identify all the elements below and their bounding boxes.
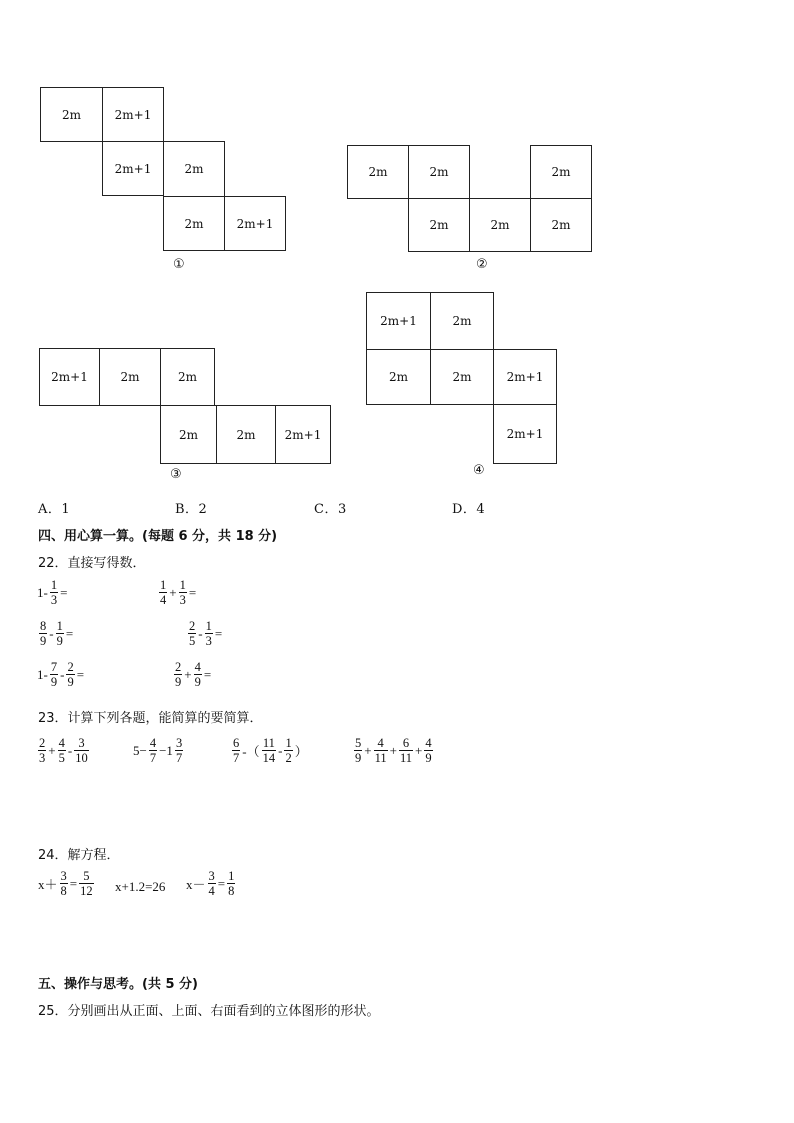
denominator: 3 xyxy=(179,593,186,608)
fraction xyxy=(232,736,240,766)
section-5-title: 五、操作与思考。(共 5 分) xyxy=(38,977,198,992)
expr-text: x+1.2=26 xyxy=(115,879,166,894)
math-expression xyxy=(133,736,185,766)
section-4-title: 四、用心算一算。(每题 6 分，共 18 分) xyxy=(38,529,278,544)
numerator: 3 xyxy=(208,869,215,883)
math-expression xyxy=(186,619,222,649)
net-cell: 2m xyxy=(430,349,494,405)
net-cell: 2m+1 xyxy=(493,404,557,464)
fraction xyxy=(56,619,64,649)
denominator: 4 xyxy=(160,593,167,608)
math-expression xyxy=(172,660,211,690)
fraction xyxy=(58,736,66,766)
fraction xyxy=(66,660,74,690)
net-cell: 2m xyxy=(163,141,225,197)
expr-text: + xyxy=(389,742,397,758)
net-cell: 2m+1 xyxy=(366,292,431,350)
expr-text: -（ xyxy=(242,744,260,760)
fraction xyxy=(284,736,292,766)
expr-text: x－ xyxy=(186,877,206,893)
numerator: 4 xyxy=(58,736,65,750)
numerator: 4 xyxy=(194,660,201,674)
net-cell: 2m xyxy=(216,405,276,464)
numerator: 1 xyxy=(56,619,63,633)
expr-text: = xyxy=(69,875,78,891)
net-cell: 2m xyxy=(160,405,217,464)
expr-text: + xyxy=(184,666,192,682)
expr-text: = xyxy=(217,875,226,891)
fraction xyxy=(50,660,58,690)
equation xyxy=(38,869,96,899)
option-a: A．1 xyxy=(38,502,71,517)
denominator: 3 xyxy=(39,751,46,766)
fraction xyxy=(374,736,388,766)
numerator: 2 xyxy=(39,736,46,750)
denominator: 7 xyxy=(149,751,157,766)
numerator: 3 xyxy=(60,869,67,883)
fraction xyxy=(149,736,157,766)
option-b: B．2 xyxy=(175,502,208,517)
denominator: 10 xyxy=(75,751,88,766)
numerator: 4 xyxy=(425,736,432,750)
q22-title: 22．直接写得数． xyxy=(38,556,146,571)
denominator: 9 xyxy=(56,634,63,649)
math-expression xyxy=(36,736,91,766)
denominator: 3 xyxy=(50,593,58,608)
net-cell: 2m+1 xyxy=(224,196,286,251)
numerator: 1 xyxy=(179,578,186,592)
denominator: 9 xyxy=(67,675,74,690)
q25-title: 25．分别画出从正面、上面、右面看到的立体图形的形状。 xyxy=(38,1004,380,1019)
math-expression xyxy=(37,578,67,608)
fraction xyxy=(227,869,235,899)
numerator: 1 xyxy=(205,619,212,633)
denominator: 7 xyxy=(233,751,240,766)
expr-text: ） xyxy=(294,744,308,760)
numerator: 2 xyxy=(67,660,74,674)
numerator: 1 xyxy=(50,578,58,592)
q24-title: 24．解方程． xyxy=(38,848,120,863)
fraction xyxy=(174,660,182,690)
math-expression xyxy=(37,660,84,690)
fraction xyxy=(354,736,362,766)
math-expression xyxy=(37,619,73,649)
q23-title: 23．计算下列各题，能简算的要简算． xyxy=(38,711,263,726)
numerator: 6 xyxy=(402,736,410,750)
net-cell: 2m xyxy=(530,145,592,199)
numerator: 4 xyxy=(377,736,384,750)
denominator: 9 xyxy=(194,675,201,690)
net-cell: 2m xyxy=(366,349,431,405)
fraction xyxy=(159,578,167,608)
denominator: 9 xyxy=(175,675,182,690)
expr-text: - xyxy=(198,625,203,641)
denominator: 9 xyxy=(425,751,432,766)
figure-label: ④ xyxy=(473,463,485,478)
math-expression xyxy=(230,736,308,766)
fraction xyxy=(38,736,46,766)
denominator: 11 xyxy=(374,751,387,766)
numerator: 3 xyxy=(78,736,85,750)
numerator: 1 xyxy=(228,869,235,883)
numerator: 2 xyxy=(189,619,196,633)
fraction xyxy=(194,660,202,690)
expr-text: x＋ xyxy=(38,877,58,893)
denominator: 3 xyxy=(205,634,212,649)
expr-text: = xyxy=(203,666,212,682)
net-cell: 2m xyxy=(40,87,103,142)
figure-label: ① xyxy=(173,257,185,272)
math-expression xyxy=(157,578,196,608)
numerator: 7 xyxy=(50,660,58,674)
numerator: 5 xyxy=(83,869,90,883)
fraction xyxy=(179,578,187,608)
expr-text: - xyxy=(67,742,73,758)
net-cell: 2m xyxy=(347,145,409,199)
denominator: 9 xyxy=(40,634,47,649)
expr-text: = xyxy=(188,584,197,600)
expr-text: 5− xyxy=(133,742,147,758)
net-cell: 2m+1 xyxy=(39,348,100,406)
expr-text: = xyxy=(60,584,68,600)
expr-text: = xyxy=(214,625,223,641)
equation xyxy=(186,869,237,899)
expr-text: - xyxy=(49,625,54,641)
numerator: 6 xyxy=(233,736,240,750)
denominator: 4 xyxy=(208,884,215,899)
denominator: 2 xyxy=(285,751,292,766)
expr-text: = xyxy=(65,625,74,641)
numerator: 5 xyxy=(355,736,362,750)
numerator: 11 xyxy=(262,736,275,750)
fraction xyxy=(399,736,413,766)
denominator: 8 xyxy=(60,884,67,899)
fraction xyxy=(60,869,68,899)
numerator: 1 xyxy=(285,736,292,750)
net-cell: 2m+1 xyxy=(102,141,164,196)
net-cell: 2m xyxy=(408,198,470,252)
expr-text: = xyxy=(76,666,85,682)
fraction xyxy=(208,869,216,899)
math-expression xyxy=(352,736,435,766)
fraction xyxy=(188,619,196,649)
option-c: C．3 xyxy=(314,502,347,517)
fraction xyxy=(262,736,277,766)
figure-label: ② xyxy=(476,257,488,272)
denominator: 7 xyxy=(175,751,183,766)
numerator: 3 xyxy=(175,736,183,750)
fraction xyxy=(74,736,89,766)
expr-text: + xyxy=(48,742,56,758)
expr-text: + xyxy=(415,742,423,758)
denominator: 12 xyxy=(80,884,93,899)
net-cell: 2m xyxy=(530,198,592,252)
numerator: 2 xyxy=(175,660,182,674)
fraction xyxy=(205,619,213,649)
expr-text: - xyxy=(60,666,65,682)
expr-text: - xyxy=(278,742,283,758)
numerator: 1 xyxy=(160,578,167,592)
expr-text: 1- xyxy=(37,666,48,682)
denominator: 11 xyxy=(399,751,413,766)
expr-text: + xyxy=(169,584,177,600)
net-cell: 2m xyxy=(430,292,494,350)
fraction xyxy=(175,736,183,766)
fraction xyxy=(39,619,47,649)
fraction xyxy=(79,869,94,899)
expr-text: 1- xyxy=(37,584,48,600)
option-d: D．4 xyxy=(452,502,486,517)
denominator: 5 xyxy=(189,634,196,649)
fraction xyxy=(50,578,58,608)
numerator: 4 xyxy=(149,736,157,750)
denominator: 5 xyxy=(58,751,65,766)
net-cell: 2m xyxy=(160,348,215,406)
net-cell: 2m+1 xyxy=(275,405,331,464)
denominator: 9 xyxy=(50,675,58,690)
net-cell: 2m+1 xyxy=(493,349,557,405)
net-cell: 2m xyxy=(163,196,225,251)
denominator: 9 xyxy=(355,751,362,766)
net-cell: 2m xyxy=(469,198,531,252)
denominator: 8 xyxy=(228,884,235,899)
numerator: 8 xyxy=(40,619,47,633)
denominator: 14 xyxy=(262,751,276,766)
net-cell: 2m+1 xyxy=(102,87,164,142)
expr-text: −1 xyxy=(159,742,173,758)
equation xyxy=(115,879,165,895)
net-cell: 2m xyxy=(408,145,470,199)
expr-text: + xyxy=(364,742,372,758)
figure-label: ③ xyxy=(170,467,182,482)
net-cell: 2m xyxy=(99,348,161,406)
fraction xyxy=(424,736,432,766)
